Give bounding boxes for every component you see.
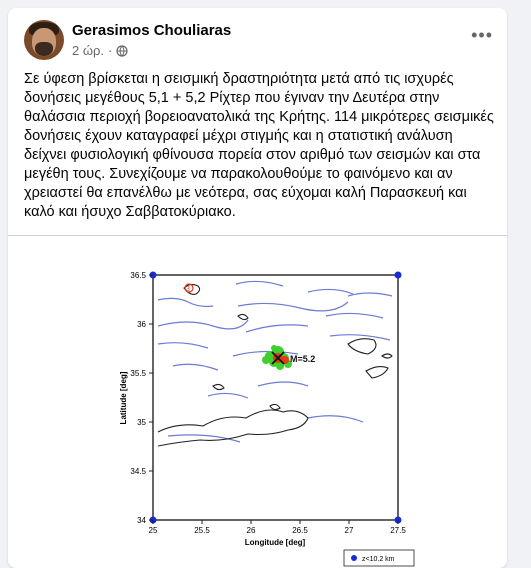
post-time[interactable]: 2 ώρ.	[72, 43, 104, 58]
y-tick-label: 36.5	[130, 271, 146, 280]
meta-separator: ·	[108, 43, 113, 58]
y-tick-label: 35.5	[130, 369, 146, 378]
corner-marker	[395, 272, 402, 279]
more-options-icon[interactable]: •••	[471, 25, 493, 45]
marker-3-label: 3	[186, 286, 190, 293]
legend-label: z<10.2 km	[362, 556, 395, 563]
author-name[interactable]: Gerasimos Chouliaras	[72, 22, 232, 39]
y-tick-label: 34.5	[130, 467, 146, 476]
globe-icon	[116, 45, 128, 57]
seismicity-map	[8, 236, 507, 568]
aftershock-point	[262, 356, 270, 364]
plot-frame	[153, 275, 398, 520]
x-tick-label: 26.5	[292, 526, 308, 535]
magnitude-annotation: M=5.2	[290, 354, 316, 364]
y-axis	[119, 271, 153, 525]
post-text: Σε ύφεση βρίσκεται η σεισμική δραστηριότητα μετά από τις ισχυρές δονήσεις μεγέθους 5,1 + 5,2 Ρίχτερ που έγιναν την Δευτέρα στην θαλάσσια περιοχή βορειοανατολικά της Κρήτης. 114 μικρότερες σεισμικές δονήσεις έχουν καταγραφεί μέχρι στιγμής και η στατιστική ανάλυση δείχνει φυσιολογική φθίνουσα πορεία στον αριθμό των σεισμών και στα μεγέθη τους. Συνεχίζουμε να παρακολουθούμε το φαινόμενο και αν χρειαστεί θα επανέλθω με νεότερα, σας εύχομαι καλή Παρασκευή και καλό και ήσυχο Σαββατοκύριακο.	[24, 71, 494, 220]
x-tick-label: 25.5	[194, 526, 210, 535]
aftershock-point	[271, 345, 277, 351]
post-card	[8, 8, 507, 568]
x-tick-label: 27	[344, 526, 354, 535]
y-axis-label: Latitude [deg]	[119, 371, 128, 425]
x-tick-label: 26	[246, 526, 256, 535]
avatar-beard	[35, 42, 53, 56]
legend-marker	[351, 555, 357, 561]
post-image[interactable]	[8, 236, 507, 568]
y-tick-label: 34	[137, 516, 146, 525]
x-tick-label: 27.5	[390, 526, 406, 535]
y-tick-label: 35	[137, 418, 146, 427]
x-axis	[149, 520, 407, 547]
avatar[interactable]	[24, 20, 64, 60]
legend	[344, 550, 414, 566]
y-tick-label: 36	[137, 320, 146, 329]
post-meta	[72, 43, 128, 58]
x-axis-label: Longitude [deg]	[244, 538, 306, 547]
x-tick-label: 25	[148, 526, 158, 535]
